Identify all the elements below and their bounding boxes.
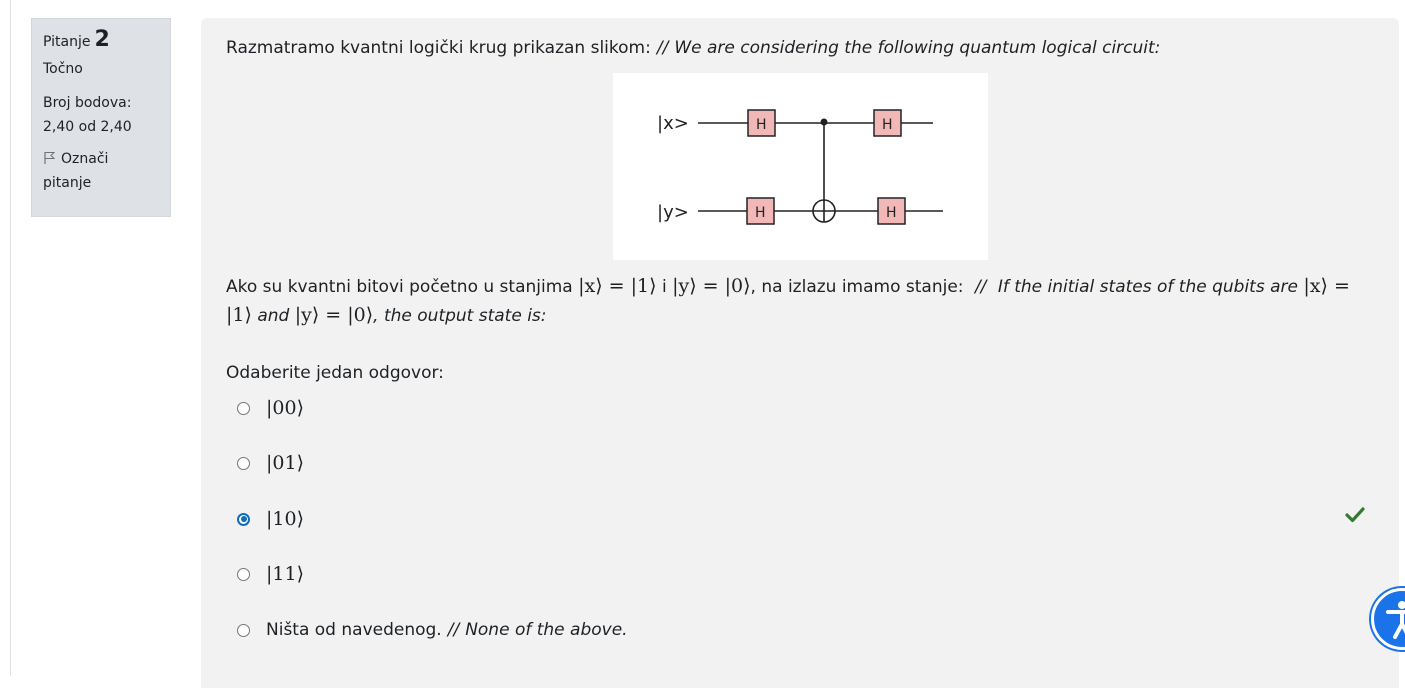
answer-option-11[interactable]: |11⟩ [237, 559, 304, 589]
quantum-circuit-image [613, 73, 988, 260]
answer-prompt: Odaberite jedan odgovor: [226, 363, 444, 383]
h-gate [878, 198, 905, 224]
svg-text:H: H [886, 205, 897, 221]
svg-text:H: H [756, 117, 767, 133]
question-content [201, 18, 1399, 688]
svg-text:H: H [882, 117, 893, 133]
answer-option-01[interactable]: |01⟩ [237, 448, 304, 478]
h-gate [874, 110, 901, 136]
left-border [10, 0, 11, 676]
question-status: Točno [43, 61, 83, 77]
circuit-input-y: |y> [657, 202, 689, 223]
answer-option-00[interactable]: |00⟩ [237, 393, 304, 423]
svg-text:H: H [755, 205, 766, 221]
h-gate [747, 198, 774, 224]
question-grade: Broj bodova: 2,40 od 2,40 [43, 95, 132, 135]
circuit-input-x: |x> [657, 113, 689, 134]
radio-button[interactable] [237, 568, 250, 581]
radio-button-selected[interactable] [237, 513, 250, 526]
flag-question-link[interactable]: Označi pitanje [43, 151, 109, 191]
accessibility-icon [1374, 591, 1405, 647]
h-gate [748, 110, 775, 136]
correct-check-icon [1345, 506, 1365, 524]
question-info-panel [31, 18, 171, 217]
circuit-wires [698, 122, 943, 222]
accessibility-button[interactable] [1371, 588, 1405, 650]
radio-button[interactable] [237, 402, 250, 415]
answer-option-10[interactable]: |10⟩ [237, 504, 304, 534]
flag-icon [43, 151, 57, 165]
question-number: Pitanje 2 [43, 27, 110, 52]
question-body: Ako su kvantni bitovi početno u stanjima |x⟩ = |1⟩ i |y⟩ = |0⟩, na izlazu imamo stanje: // If the initial states of the qubits are |x⟩ = |1⟩ and |y⟩ = |0⟩, the output state is: [226, 275, 1350, 326]
radio-button[interactable] [237, 624, 250, 637]
answer-option-none[interactable]: Ništa od navedenog. // None of the above. [237, 615, 628, 645]
radio-button[interactable] [237, 457, 250, 470]
question-intro: Razmatramo kvantni logički krug prikazan slikom: // We are considering the following quantum logical circuit: [226, 38, 1161, 58]
control-dot [821, 119, 828, 126]
